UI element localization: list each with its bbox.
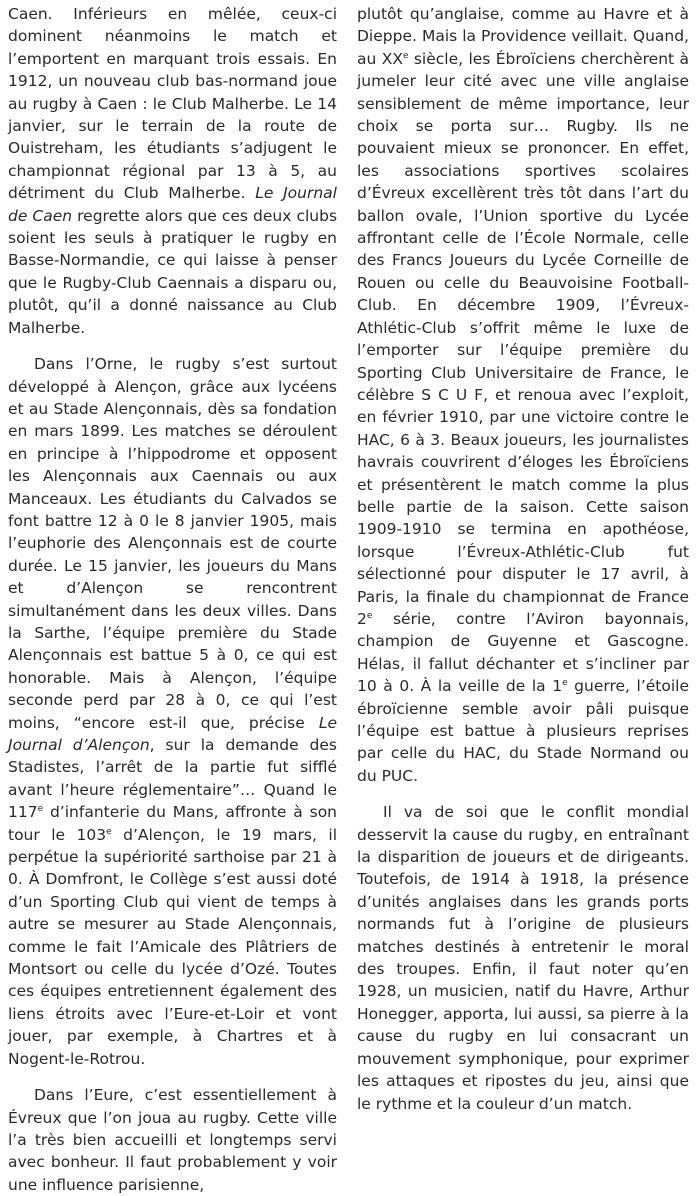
- journal-title: Le Journal de Caen: [8, 184, 337, 225]
- paragraph-text: d’Alençon, le 19 mars, il perpétue la supériorité sarthoise par 21 à 0. À Domfront, le Collège s’est aussi doté d’un Sporting Club qui vient de temps à autre se mesurer au Stade Alençonnais, comme le fait l’Amicale des Plâtriers de Montsort ou celle du lycée d’Ozé. Toutes ces équipes entretiennent également des liens étroits avec l’Eure-et-Loir et vont jouer, par exemple, à Chartres et à Nogent-le-Rotrou.: [8, 825, 337, 1068]
- paragraph-text: siècle, les Ébroïciens cherchèrent à jumeler leur cité avec une ville anglaise sensiblement de même importance, leur choix se porta sur… Rugby. Ils ne pouvaient mieux se prononcer. En effet, les associations sportives scolaires d’Évreux excellèrent très tôt dans l’art du ballon ovale, l’Union sportive du Lycée affrontant celle de l’École Normale, celle des Francs Joueurs du Lycée Corneille de Rouen ou celle du Beauvoisine Football-Club. En décembre 1909, l’Évreux-Athlétic-Club s’offrit même le luxe de l’emporter sur l’équipe première du Sporting Club Universitaire de France, le célèbre S C U F, et renoua avec l’exploit, en février 1910, par une victoire contre le HAC, 6 à 3. Beaux joueurs, les journalistes havrais couvrirent d’éloges les Ébroïciens et présentèrent le match comme la plus belle partie de la saison. Cette saison 1909-1910 se termina en apothéose, lorsque l’Évreux-Athlétic-Club fut sélectionné pour disputer le 17 avril, à Paris, la finale du championnat de France 2: [357, 49, 689, 628]
- paragraph-eure: Dans l’Eure, c’est essentiellement à Évreux que l’on joua au rugby. Cette ville l’a très bien accueilli et longtemps servi avec bonheur. Il faut probablement y voir une influence parisienne,: [8, 1086, 337, 1194]
- ordinal-superscript: e: [106, 826, 112, 837]
- paragraph-text: , sur la demande des Stadistes, l’arrêt de la partie fut sifflé avant l’heure réglementaire”… Quand le 117: [8, 736, 337, 822]
- paragraph-evreux: [357, 3, 689, 787]
- paragraph-war: Il va de soi que le conflit mondial desservit la cause du rugby, en entraînant la disparition de joueurs et de dirigeants. Toutefois, de 1914 à 1918, la présence d’unités anglaises dans les grands ports normands fut à l’origine de plusieurs matches destinés à entretenir le moral des troupes. Enfin, il faut noter qu’en 1928, un musicien, natif du Havre, Arthur Honegger, apporta, lui aussi, sa pierre à la cause du rugby en lui consacrant un mouvement symphonique, pour exprimer les attaques et ripostes du jeu, ainsi que le rythme et la couleur d’un match.: [357, 803, 689, 1113]
- ordinal-superscript: e: [366, 610, 373, 621]
- paragraph-text: plutôt qu’anglaise, comme au Havre et à Dieppe. Mais la Providence veillait. Quand, au XX: [357, 5, 689, 68]
- ordinal-superscript: e: [402, 50, 409, 61]
- paragraph-text: regrette alors que ces deux clubs soient les seuls à pratiquer le rugby en Basse-Normandie, ce qui laisse à penser que le Rugby-Club Caennais a disparu ou, plutôt, qu’il a donné naissance au Club Malherbe.: [8, 206, 338, 337]
- paragraph-text: d’infanterie du Mans, affronte à son tour le 103: [8, 803, 337, 844]
- ordinal-superscript: e: [562, 678, 568, 689]
- paragraph-text: Caen. Inférieurs en mêlée, ceux-ci dominent néanmoins le match et l’emportent en marquant trois essais. En 1912, un nouveau club bas-normand joue au rugby à Caen : le Club Malherbe. Le 14 janvier, sur le terrain de la route de Ouistreham, les étudiants s’adjugent le championnat régional par 13 à 5, au détriment du Club Malherbe.: [8, 5, 337, 203]
- journal-title: Le Journal d’Alençon: [8, 713, 337, 754]
- right-column: [357, 3, 689, 1115]
- paragraph-text: série, contre l’Aviron bayonnais, champion de Guyenne et Gascogne. Hélas, il fallut déchanter et s’incliner par 10 à 0. À la veille de la 1: [357, 609, 689, 696]
- paragraph-caen: [8, 3, 337, 339]
- ordinal-superscript: e: [37, 804, 44, 815]
- paragraph-text: Dans l’Orne, le rugby s’est surtout développé à Alençon, grâce aux lycéens et au Stade Alençonnais, dès sa fondation en mars 1899. Les matches se déroulent en principe à l’hippodrome et opposent les Alençonnais aux Caennais ou aux Manceaux. Les étudiants du Calvados se font battre 12 à 0 le 8 janvier 1905, mais l’euphorie des Alençonnais est de courte durée. Le 15 janvier, les joueurs du Mans et d’Alençon se rencontrent simultanément dans les deux villes. Dans la Sarthe, l’équipe première du Stade Alençonnais est battue 5 à 0, ce qui est honorable. Mais à Alençon, l’équipe seconde perd par 28 à 0, ce qui l’est moins, “encore est-il que, précise: [8, 355, 337, 732]
- left-column: [8, 3, 337, 1196]
- paragraph-orne: [8, 353, 337, 1070]
- paragraph-text: guerre, l’étoile ébroïcienne semble avoir pâli puisque l’équipe est battue à plusieurs reprises par celle du HAC, du Stade Normand ou du PUC.: [357, 677, 689, 785]
